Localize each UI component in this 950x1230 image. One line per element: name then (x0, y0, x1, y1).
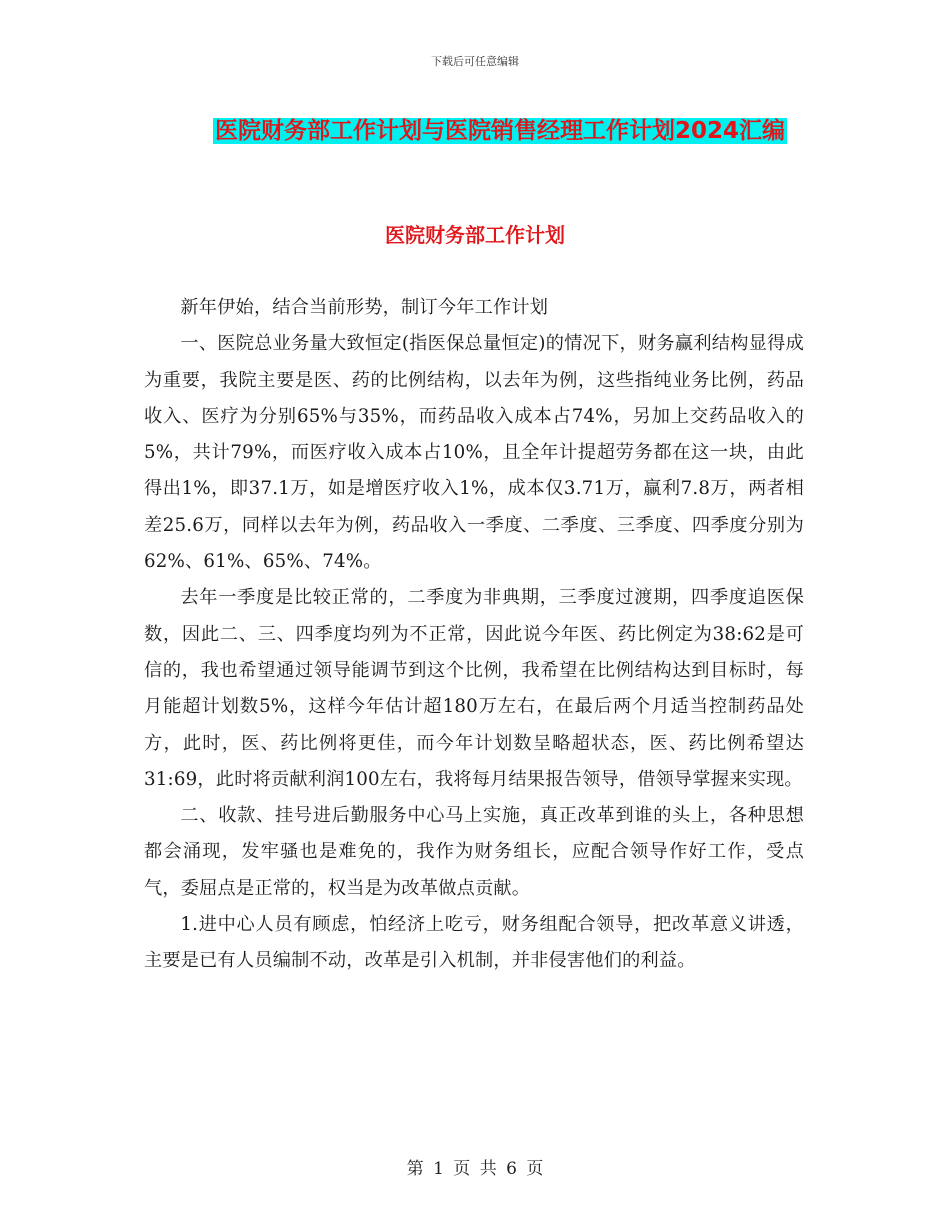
paragraph-1: 一、医院总业务量大致恒定(指医保总量恒定)的情况下，财务赢利结构显得成为重要，我院主要是医、药的比例结构，以去年为例，这些指纯业务比例，药品收入、医疗为分别65%与35%，而药品收入成本占74%，另加上交药品收入的5%，共计79%，而医疗收入成本占10%，且全年计提超劳务都在这一块，由此得出1%，即37.1万，如是增医疗收入1%，成本仅3.71万，赢利7.8万，两者相差25.6万，同样以去年为例，药品收入一季度、二季度、三季度、四季度分别为62%、61%、65%、74%。 (144, 333, 804, 573)
paragraph-3: 二、收款、挂号进后勤服务中心马上实施，真正改革到谁的头上，各种思想都会涌现，发牢骚也是难免的，我作为财务组长，应配合领导作好工作，受点气，委屈点是正常的，权当是为改革做点贡献。 (144, 805, 804, 899)
paragraph-2: 去年一季度是比较正常的，二季度为非典期，三季度过渡期，四季度追医保数，因此二、三、四季度均列为不正常，因此说今年医、药比例定为38:62是可信的，我也希望通过领导能调节到这个比例，我希望在比例结构达到目标时，每月能超计划数5%，这样今年估计超180万左右，在最后两个月适当控制药品处方，此时，医、药比例将更佳，而今年计划数呈略超状态，医、药比例希望达31:69，此时将贡献利润100左右，我将每月结果报告领导，借领导掌握来实现。 (144, 587, 804, 790)
section-title: 医院财务部工作计划 (385, 223, 565, 247)
page-footer: 第 1 页 共 6 页 (406, 1159, 544, 1179)
header-note: 下载后可任意编辑 (431, 55, 519, 68)
paragraph-intro: 新年伊始，结合当前形势，制订今年工作计划 (180, 297, 549, 318)
body-text (144, 290, 804, 980)
document-title-text: 医院财务部工作计划与医院销售经理工作计划2024汇编 (214, 118, 785, 144)
paragraph-4: 1.进中心人员有顾虑，怕经济上吃亏，财务组配合领导，把改革意义讲透，主要是已有人员编制不动，改革是引入机制，并非侵害他们的利益。 (144, 914, 804, 972)
document-title (170, 110, 830, 152)
